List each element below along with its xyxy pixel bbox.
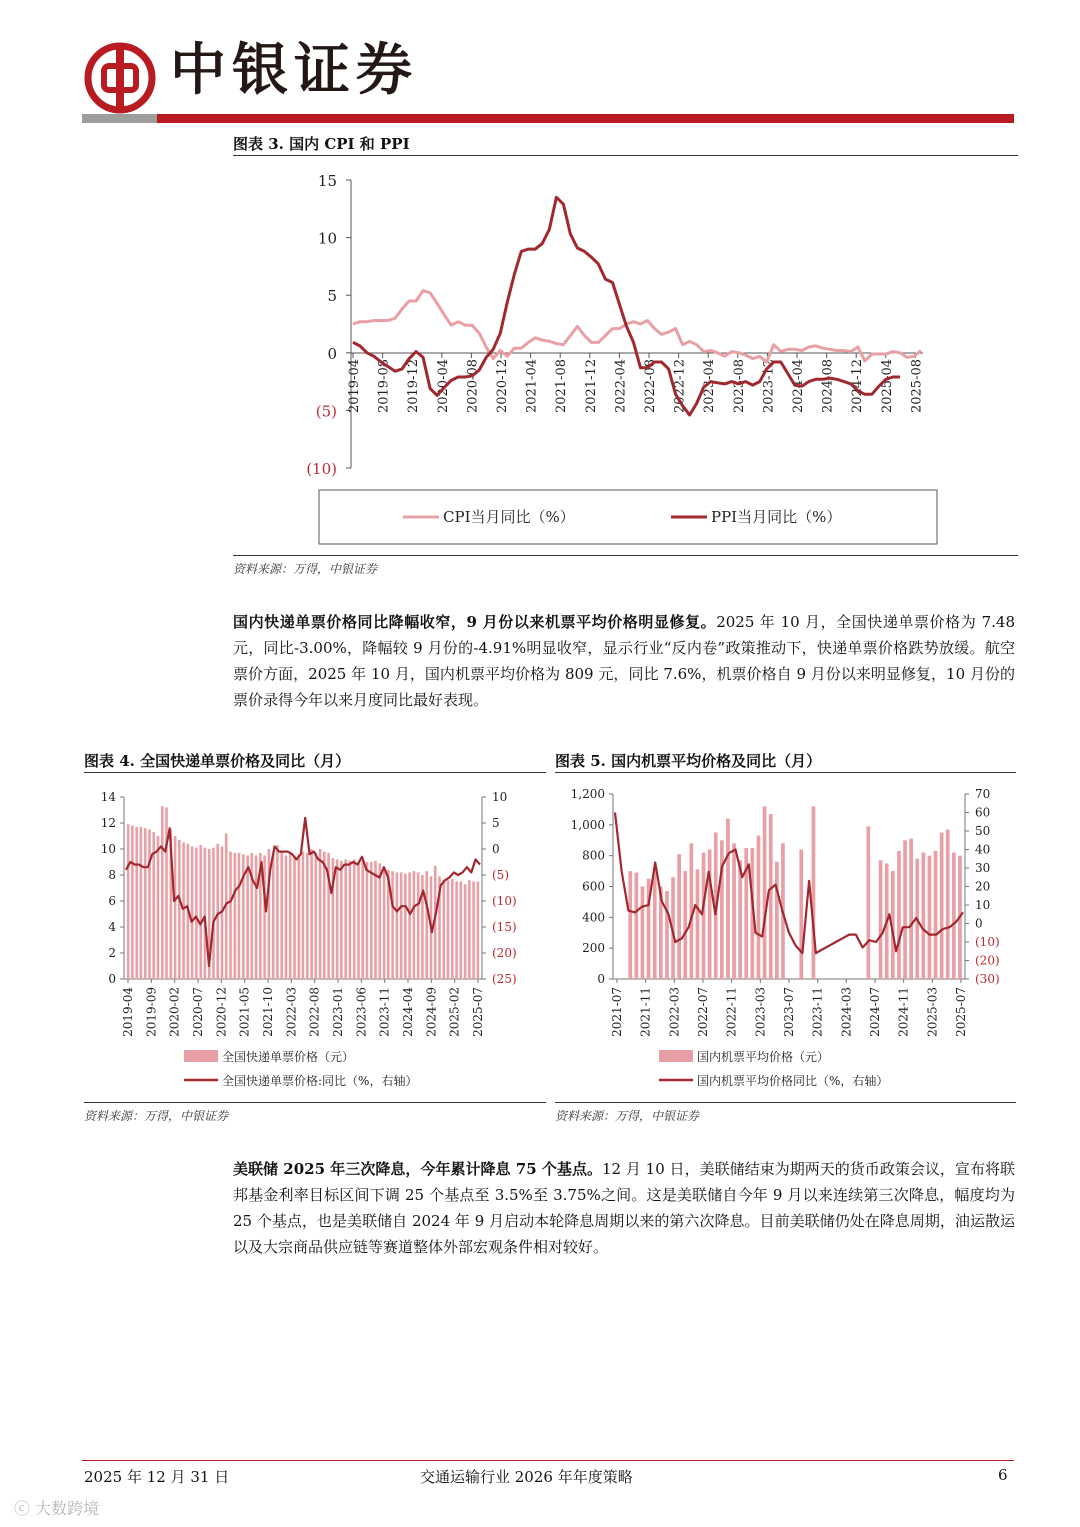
- footer-date: 2025 年 12 月 31 日: [84, 1468, 230, 1486]
- fig4-bar: [280, 852, 283, 979]
- fig4-bar: [323, 852, 326, 979]
- fig4-x-tick-label: 2022-08: [307, 987, 322, 1037]
- fig4-right-tick-label: (20): [492, 946, 517, 960]
- fig4-bar: [464, 884, 467, 979]
- figure4-chart: [84, 776, 546, 1102]
- footer-rule: [82, 1460, 1014, 1461]
- fig4-bar: [229, 852, 232, 979]
- fig4-bar: [455, 882, 458, 980]
- fig4-bar: [178, 840, 181, 979]
- fig5-bar: [677, 854, 681, 979]
- fig4-left-tick-label: 2: [108, 946, 116, 960]
- paragraph2-body: 12 月 10 日，美联储结束为期两天的货币政策会议，宣布将联邦基金利率目标区间下调 25 个基点至 3.5%至 3.75%之间。这是美联储自今年 9 月以来连续第三次降息，幅度均为 25 个基点，也是美联储自 2024 年 9 月启动本轮降息周期以来的第六次降息。目前美联储仍处在降息周期，油运散运以及大宗商品供应链等赛道整体外部宏观条件相对较好。: [233, 1160, 1015, 1256]
- fig5-bar: [909, 839, 913, 979]
- fig4-bar: [148, 830, 151, 980]
- fig5-bar: [683, 871, 687, 979]
- fig4-bar: [468, 880, 471, 979]
- fig4-bar: [272, 854, 275, 979]
- fig4-right-tick-label: 0: [492, 842, 500, 856]
- fig5-bar: [903, 840, 907, 979]
- paragraph-fed-rate-cut: [233, 1156, 1015, 1260]
- fig5-x-tick-label: 2024-11: [896, 987, 911, 1037]
- fig4-x-tick-label: 2021-05: [237, 987, 252, 1037]
- fig4-bar: [199, 845, 202, 979]
- fig5-bar: [775, 862, 779, 979]
- fig5-right-tick-label: (20): [975, 953, 1000, 968]
- fig5-bar: [879, 860, 883, 979]
- fig4-bar: [131, 826, 134, 979]
- fig5-right-tick-label: 50: [975, 824, 991, 838]
- fig4-bar: [396, 872, 399, 979]
- fig4-bar: [238, 853, 241, 979]
- logo-text: 中银证券: [170, 37, 418, 103]
- fig4-bar: [315, 853, 318, 979]
- watermark: [14, 1496, 99, 1519]
- fig3-x-tick-label: 2023-04: [702, 359, 718, 414]
- fig4-bar: [161, 806, 164, 979]
- fig5-left-tick-label: 400: [582, 910, 605, 925]
- fig4-left-tick-label: 12: [100, 816, 116, 830]
- fig5-legend-line-label: 国内机票平均价格同比（%，右轴）: [697, 1074, 889, 1088]
- fig5-x-tick-label: 2022-07: [696, 987, 710, 1037]
- figure3-caption: 图表 3. 国内 CPI 和 PPI: [233, 135, 410, 153]
- fig4-x-tick-label: 2025-07: [471, 987, 485, 1037]
- fig5-x-tick-label: 2024-07: [868, 987, 882, 1037]
- fig3-x-tick-label: 2024-12: [850, 359, 866, 414]
- footer-page-number: 6: [998, 1466, 1008, 1484]
- fig4-bar: [191, 846, 194, 979]
- fig5-right-tick-label: 40: [975, 842, 991, 857]
- fig3-y-tick-label: 0: [327, 344, 337, 363]
- fig4-right-tick-label: (25): [492, 972, 517, 986]
- fig5-right-tick-label: 70: [975, 787, 991, 801]
- fig5-left-tick-label: 200: [582, 941, 605, 956]
- figure3-bottom-rule: [233, 555, 1018, 556]
- fig4-bar: [451, 879, 454, 979]
- fig4-legend-bar-swatch: [184, 1050, 218, 1062]
- fig5-bar: [641, 887, 645, 980]
- fig3-x-tick-label: 2019-08: [376, 359, 392, 414]
- fig4-bar: [285, 856, 288, 980]
- fig4-left-tick-label: 10: [100, 842, 116, 856]
- fig3-x-tick-label: 2023-08: [731, 359, 747, 414]
- fig3-x-tick-label: 2022-08: [643, 359, 658, 414]
- fig4-x-tick-label: 2023-01: [331, 987, 345, 1037]
- fig5-x-tick-label: 2023-11: [810, 987, 825, 1037]
- fig3-y-tick-label: 10: [317, 229, 337, 248]
- fig4-bar: [460, 882, 463, 980]
- figure4-caption: 图表 4. 全国快递单票价格及同比（月）: [84, 752, 351, 770]
- fig3-x-tick-label: 2022-04: [613, 359, 629, 414]
- fig4-bar: [408, 872, 411, 979]
- fig4-bar: [293, 856, 296, 980]
- fig4-x-tick-label: 2021-10: [261, 987, 275, 1037]
- fig4-bar: [319, 849, 322, 979]
- fig4-bar: [447, 880, 450, 979]
- fig3-x-tick-label: 2022-12: [672, 359, 688, 414]
- fig3-x-tick-label: 2020-04: [435, 359, 451, 414]
- fig4-x-tick-label: 2022-03: [284, 987, 299, 1037]
- fig5-bar: [867, 826, 871, 979]
- fig5-bar: [635, 873, 639, 979]
- fig4-left-tick-label: 4: [108, 920, 116, 934]
- figure3-source: 资料来源：万得，中银证券: [233, 562, 378, 576]
- fig4-bar: [379, 863, 382, 979]
- fig4-bar: [383, 867, 386, 979]
- fig4-bar: [361, 861, 364, 979]
- fig5-bar: [763, 806, 767, 979]
- fig4-bar: [306, 853, 309, 979]
- fig5-left-tick-label: 600: [582, 879, 605, 894]
- fig5-bar: [720, 840, 724, 979]
- fig5-x-tick-label: 2022-11: [724, 987, 739, 1037]
- fig4-bar: [391, 871, 394, 979]
- figure5-source: 资料来源：万得，中银证券: [555, 1109, 700, 1123]
- fig4-bar: [425, 871, 428, 979]
- fig4-bar: [216, 844, 219, 979]
- fig5-x-tick-label: 2023-03: [753, 987, 768, 1037]
- fig5-left-tick-label: 800: [582, 848, 605, 863]
- fig3-x-tick-label: 2021-12: [583, 359, 599, 414]
- fig3-x-tick-label: 2024-04: [791, 359, 806, 414]
- figure4-bottom-rule: [84, 1102, 546, 1103]
- fig5-x-tick-label: 2021-07: [610, 987, 624, 1037]
- fig5-bar: [922, 853, 926, 979]
- fig5-bar: [708, 850, 712, 980]
- fig4-bar: [417, 872, 420, 979]
- fig5-bar: [928, 856, 932, 979]
- paragraph1-body: 2025 年 10 月，全国快递单票价格为 7.48 元，同比-3.00%，降幅较 9 月份的-4.91%明显收窄，显示行业“反内卷”政策推动下，快递单票价格跌势放缓。航空票价方面，2025 年 10 月，国内机票平均价格为 809 元，同比 7.6%，机票价格自 9 月份以来明显修复，10 月份的票价录得今年以来月度同比最好表现。: [233, 613, 1015, 709]
- fig4-x-tick-label: 2020-07: [191, 987, 205, 1037]
- fig5-right-tick-label: 60: [975, 805, 991, 820]
- figure3-chart: [233, 160, 1018, 555]
- fig4-legend-line-label: 全国快递单票价格:同比（%，右轴）: [222, 1074, 418, 1088]
- fig4-bar: [340, 861, 343, 979]
- fig4-bar: [370, 862, 373, 979]
- fig5-right-tick-label: (10): [975, 935, 1000, 949]
- fig3-legend-cpi-label: CPI当月同比（%）: [443, 508, 575, 526]
- fig4-left-tick-label: 6: [108, 894, 116, 908]
- fig3-x-tick-label: 2021-08: [554, 359, 570, 414]
- fig4-bar: [310, 849, 313, 979]
- fig5-left-tick-label: 0: [597, 972, 605, 986]
- fig5-bar: [628, 871, 632, 979]
- fig5-x-tick-label: 2021-11: [638, 987, 653, 1037]
- fig5-legend-bar-swatch: [659, 1050, 693, 1062]
- fig5-x-tick-label: 2023-07: [782, 987, 796, 1037]
- fig4-bar: [366, 862, 369, 979]
- fig4-bar: [195, 848, 198, 979]
- fig4-bar: [182, 843, 185, 980]
- fig5-bar: [897, 851, 901, 979]
- fig4-bar: [289, 854, 292, 979]
- fig4-bar: [443, 880, 446, 979]
- fig4-bar: [400, 872, 403, 979]
- fig3-x-tick-label: 2023-12: [761, 359, 777, 414]
- fig4-bar: [477, 882, 480, 980]
- fig4-left-tick-label: 8: [108, 868, 116, 882]
- fig4-bar: [144, 828, 147, 979]
- paragraph1-lead: 国内快递单票价格同比降幅收窄，9 月份以来机票平均价格明显修复。: [233, 613, 717, 631]
- fig5-bar: [952, 853, 956, 979]
- figure4-top-rule: [84, 772, 546, 773]
- fig4-bar: [234, 853, 237, 979]
- figure5-bottom-rule: [555, 1102, 1016, 1103]
- fig3-x-tick-label: 2021-04: [524, 359, 540, 414]
- fig5-bar: [757, 836, 761, 979]
- fig5-right-tick-label: 30: [975, 861, 991, 875]
- fig5-x-tick-label: 2024-03: [839, 987, 854, 1037]
- fig5-bar: [702, 853, 706, 979]
- fig3-x-tick-label: 2020-12: [495, 359, 510, 414]
- fig4-bar: [413, 871, 416, 979]
- fig5-right-tick-label: 0: [975, 916, 983, 931]
- fig4-right-tick-label: 10: [492, 790, 508, 804]
- fig4-legend-bar-label: 全国快递单票价格（元）: [222, 1050, 355, 1064]
- fig5-x-tick-label: 2022-03: [667, 987, 682, 1037]
- fig5-legend-bar-label: 国内机票平均价格（元）: [697, 1050, 830, 1064]
- header-bar-red: [157, 114, 1014, 123]
- fig4-x-tick-label: 2024-09: [424, 987, 439, 1037]
- fig4-bar: [298, 854, 301, 979]
- fig4-bar: [135, 827, 138, 979]
- fig5-bar: [653, 868, 657, 979]
- watermark-text: 大数跨境: [35, 1499, 100, 1518]
- fig4-bar: [344, 859, 347, 979]
- fig5-bar: [696, 870, 700, 980]
- fig3-legend-ppi-label: PPI当月同比（%）: [711, 508, 842, 526]
- fig5-bar: [769, 814, 773, 979]
- fig4-bar: [336, 859, 339, 979]
- fig4-bar: [212, 848, 215, 979]
- fig4-bar: [255, 856, 258, 980]
- fig3-x-tick-label: 2025-08: [909, 359, 925, 414]
- figure5-chart: [555, 776, 1016, 1102]
- fig3-x-tick-label: 2025-04: [879, 359, 895, 414]
- bank-of-china-logo: [84, 42, 156, 114]
- fig5-bar: [738, 860, 742, 979]
- fig5-bar: [732, 843, 736, 979]
- fig4-bar: [276, 845, 279, 979]
- footer-report-title: 交通运输行业 2026 年年度策略: [420, 1468, 633, 1486]
- fig5-bar: [946, 830, 950, 980]
- fig4-bar: [404, 874, 407, 979]
- fig4-x-tick-label: 2020-02: [167, 987, 182, 1037]
- fig4-bar: [349, 861, 352, 979]
- fig4-left-tick-label: 0: [108, 972, 116, 986]
- fig4-x-tick-label: 2019-04: [121, 987, 135, 1037]
- fig4-x-tick-label: 2023-11: [377, 987, 392, 1037]
- paragraph2-lead: 美联储 2025 年三次降息，今年累计降息 75 个基点。: [233, 1160, 602, 1178]
- fig4-right-tick-label: 5: [492, 816, 500, 830]
- fig4-x-tick-label: 2024-04: [401, 987, 415, 1037]
- fig4-left-tick-label: 14: [100, 790, 116, 804]
- fig5-bar: [940, 833, 944, 980]
- fig4-bar: [157, 836, 160, 979]
- fig5-right-tick-label: (30): [975, 972, 1000, 986]
- fig3-x-tick-label: 2020-08: [465, 359, 481, 414]
- figure4-source: 资料来源：万得，中银证券: [84, 1109, 229, 1123]
- fig5-bar: [665, 891, 669, 979]
- fig3-y-tick-label: (10): [306, 460, 337, 478]
- fig4-right-tick-label: (5): [492, 868, 509, 882]
- fig4-bar: [246, 856, 249, 980]
- fig4-right-tick-label: (10): [492, 894, 517, 908]
- fig4-bar: [357, 862, 360, 979]
- fig4-x-tick-label: 2019-09: [144, 987, 159, 1037]
- fig5-x-tick-label: 2025-03: [925, 987, 940, 1037]
- fig4-bar: [140, 827, 143, 979]
- fig4-bar: [472, 882, 475, 980]
- fig4-x-tick-label: 2023-06: [354, 987, 369, 1037]
- fig4-right-tick-label: (15): [492, 920, 517, 934]
- figure5-caption: 图表 5. 国内机票平均价格及同比（月）: [555, 752, 822, 770]
- fig5-right-tick-label: 20: [975, 879, 991, 894]
- header-bar-gray: [82, 114, 157, 123]
- fig5-left-tick-label: 1,200: [570, 787, 605, 801]
- fig4-bar: [174, 836, 177, 979]
- fig3-y-tick-label: 5: [327, 287, 337, 306]
- fig3-x-tick-label: 2019-12: [406, 359, 422, 414]
- fig5-right-tick-label: 10: [975, 898, 991, 912]
- fig5-bar: [726, 819, 730, 979]
- paragraph-express-airfare: [233, 609, 1015, 713]
- fig5-bar: [934, 851, 938, 979]
- fig4-x-tick-label: 2020-12: [214, 987, 229, 1037]
- watermark-logo-icon: ⓒ: [14, 1499, 31, 1518]
- fig3-x-tick-label: 2019-04: [347, 359, 362, 414]
- fig4-bar: [302, 852, 305, 979]
- fig3-y-tick-label: 15: [317, 172, 337, 190]
- fig4-bar: [263, 856, 266, 980]
- fig4-x-tick-label: 2025-02: [447, 987, 462, 1037]
- figure3-top-rule: [233, 155, 1018, 156]
- fig4-bar: [165, 807, 168, 979]
- fig5-left-tick-label: 1,000: [570, 817, 605, 832]
- fig3-x-tick-label: 2024-08: [820, 359, 836, 414]
- fig5-x-tick-label: 2025-07: [954, 987, 968, 1037]
- fig5-bar: [799, 850, 803, 980]
- fig3-y-tick-label: (5): [315, 402, 337, 421]
- fig4-bar: [374, 861, 377, 979]
- fig4-bar: [204, 848, 207, 979]
- figure5-top-rule: [555, 772, 1016, 773]
- fig4-bar: [127, 824, 130, 979]
- fig4-bar: [353, 859, 356, 979]
